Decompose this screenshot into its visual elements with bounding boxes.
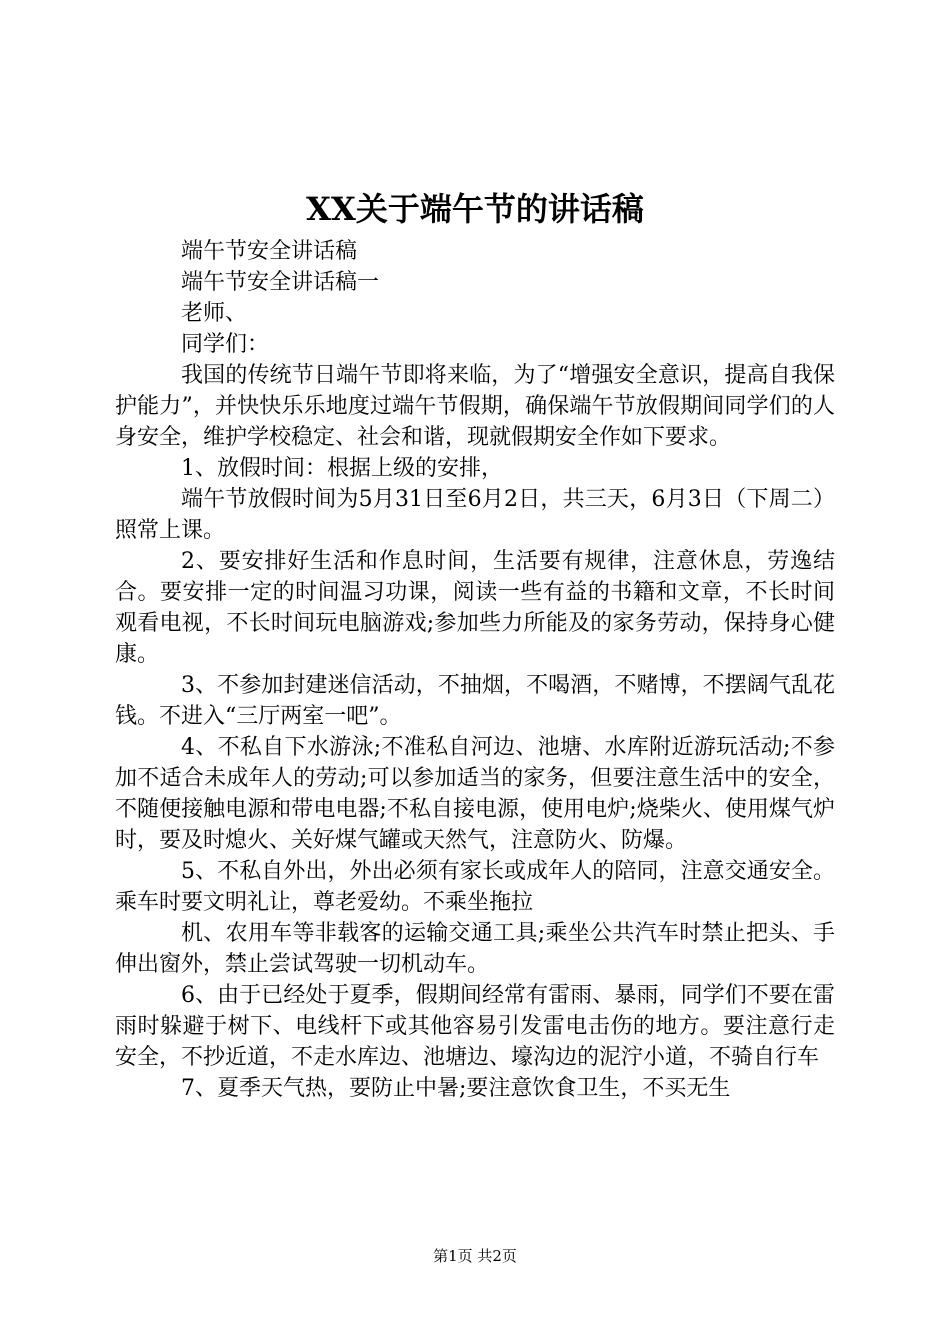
paragraph: 3、不参加封建迷信活动，不抽烟，不喝酒，不赌博，不摆阔气乱花钱。不进入“三厅两室一吧”。 <box>115 673 835 729</box>
document-body <box>115 236 835 1104</box>
paragraph: 端午节放假时间为5月31日至6月2日，共三天，6月3日（下周二）照常上课。 <box>115 487 835 543</box>
paragraph: 端午节安全讲话稿 <box>181 239 358 264</box>
paragraph: 2、要安排好生活和作息时间，生活要有规律，注意休息，劳逸结合。要安排一定的时间温习功课，阅读一些有益的书籍和文章，不长时间观看电视，不长时间玩电脑游戏;参加些力所能及的家务劳动，保持身心健康。 <box>115 549 835 667</box>
paragraph: 1、放假时间：根据上级的安排， <box>181 456 503 481</box>
paragraph: 4、不私自下水游泳;不准私自河边、池塘、水库附近游玩活动;不参加不适合未成年人的劳动;可以参加适当的家务，但要注意生活中的安全，不随便接触电源和带电电器;不私自接电源，使用电炉;烧柴火、使用煤气炉时，要及时熄火、关好煤气罐或天然气，注意防火、防爆。 <box>115 735 835 853</box>
paragraph: 5、不私自外出，外出必须有家长或成年人的陪同，注意交通安全。乘车时要文明礼让，尊老爱幼。不乘坐拖拉 <box>115 859 835 915</box>
paragraph: 端午节安全讲话稿一 <box>181 270 380 295</box>
document-title: XX关于端午节的讲话稿 <box>306 190 644 228</box>
paragraph: 老师、 <box>181 301 248 326</box>
paragraph: 6、由于已经处于夏季，假期间经常有雷雨、暴雨，同学们不要在雷雨时躲避于树下、电线杆下或其他容易引发雷电击伤的地方。要注意行走安全，不抄近道，不走水库边、池塘边、壕沟边的泥泞小道，不骑自行车 <box>115 983 835 1070</box>
page-footer: 第1页 共2页 <box>433 1247 517 1265</box>
paragraph: 机、农用车等非载客的运输交通工具;乘坐公共汽车时禁止把头、手伸出窗外，禁止尝试驾驶一切机动车。 <box>115 921 835 977</box>
paragraph: 同学们： <box>181 332 270 357</box>
paragraph: 我国的传统节日端午节即将来临，为了“增强安全意识，提高自我保护能力”，并快快乐乐地度过端午节假期，确保端午节放假期间同学们的人身安全，维护学校稳定、社会和谐，现就假期安全作如下要求。 <box>115 363 835 450</box>
paragraph: 7、夏季天气热，要防止中暑;要注意饮食卫生，不买无生 <box>181 1076 731 1101</box>
